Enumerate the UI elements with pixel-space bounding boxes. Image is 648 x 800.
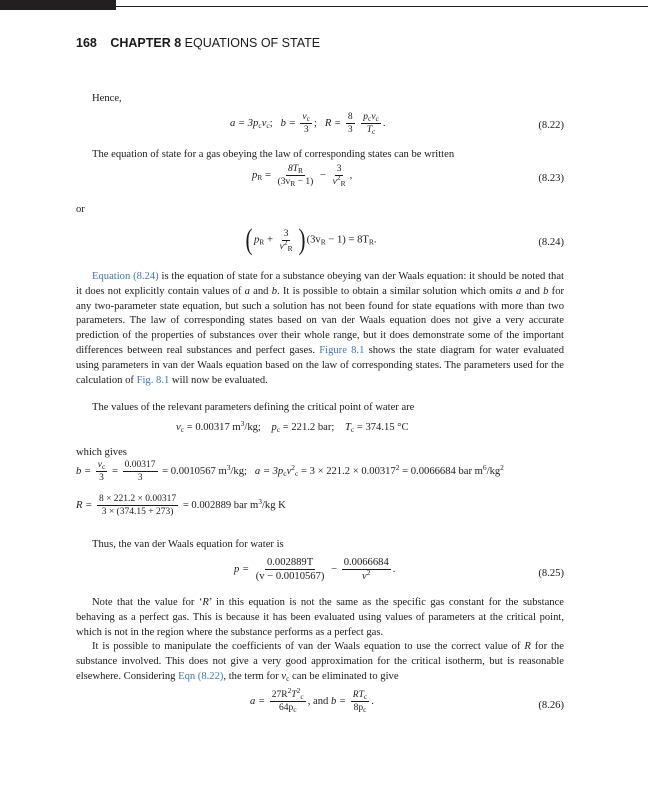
- link-eqn-8-22[interactable]: Eqn (8.22): [178, 670, 224, 682]
- page-number: 168: [76, 36, 97, 50]
- equation-8-23: $p_R$ = $\frac{8T_R}{(3v_R - 1)}$ − $\frac{3}{v^2_R}$ ,: [252, 164, 353, 188]
- which-gives-text: which gives: [76, 447, 127, 458]
- header-rule: [116, 6, 648, 7]
- critical-values: $v_c = 0.00317$ $m^3/kg$; $p_c = 221.2$ bar; $T_c = 374.15$ °C: [176, 419, 409, 434]
- chapter-label: CHAPTER 8: [110, 36, 182, 50]
- equation-number-8-22: (8.22): [538, 120, 564, 131]
- link-equation-8-24[interactable]: Equation (8.24): [92, 271, 159, 282]
- equation-8-22: $a = 3p_cv_c$; b = $\frac{v_c}{3}$ ; R = $\frac{8}{3}$ $\frac{p_cv_c}{T_c}$ .: [230, 112, 386, 136]
- equation-8-25: p = $\frac{0.002889T}{(v - 0.0010567)}$ − $\frac{0.0066684}{v^2}$ .: [234, 557, 396, 582]
- link-fig-8-1[interactable]: Fig. 8.1: [136, 374, 170, 386]
- equation-8-24: ( $p_R$ + $\frac{3}{v^2_R}$ ) $(3v_R - 1) = 8T_R$.: [245, 223, 377, 256]
- equation-number-8-25: (8.25): [538, 568, 564, 579]
- equation-number-8-24: (8.24): [538, 237, 564, 248]
- critical-intro-text: The values of the relevant parameters defining the critical point of water are: [92, 402, 415, 413]
- paragraph-note: Note that the value for ‘R’ in this equation is not the same as the specific gas constant for the substance behaving as a perfect gas. This is because it has been evaluated using values of parameters at the critical point, which is not in the region where the substance performs as a perfect gas.: [76, 597, 564, 638]
- paragraph-manipulate: It is possible to manipulate the coefficients of van der Waals equation to use the correct value of R for the substance involved. This does not give a very good approximation for the critical isotherm, but is reasonable elsewhere. Considering Eqn (8.22), the term for $v_c$ can be eliminated to give: [76, 641, 564, 683]
- or-text: or: [76, 204, 85, 215]
- hence-text: Hence,: [92, 93, 122, 104]
- link-figure-8-1[interactable]: Figure 8.1: [319, 344, 365, 356]
- header-bar: [0, 0, 116, 10]
- running-header: [76, 36, 320, 50]
- equation-number-8-26: (8.26): [538, 700, 564, 711]
- equation-8-26: a = $\frac{27R^2T^2_c}{64p_c}$ , and b = $\frac{RT_c}{8p_c}$ .: [250, 686, 374, 714]
- b-and-a-equations: b = $\frac{v_c}{3}$ = $\frac{0.00317}{3}$ = 0.0010567 $m^3/kg$; $a = 3p_cv^2_c = 3 \times 221.2 \times 0.00317^2 = 0.0066684$ bar $m^6/kg^2$: [76, 460, 504, 483]
- chapter-title: EQUATIONS OF STATE: [184, 36, 321, 50]
- eq-intro-text: The equation of state for a gas obeying the law of corresponding states can be written: [92, 149, 455, 160]
- paragraph-vdw: Equation (8.24) is the equation of state for a substance obeying van der Waals equation: it should be noted that it does not explicitly contain values of a and b. It is possible to obtain a similar solution which omits a and b for any two-parameter state equation, but such a solution has not been found for state equations with more than two parameters. The law of corresponding states based on van der Waals equation does not give a very accurate prediction of the properties of substances over their whole range, but it does demonstrate some of the important differences between real substances and perfect gases. Figure 8.1 shows the state diagram for water evaluated using parameters in van der Waals equation based on the law of corresponding states. The parameters used for the calculation of Fig. 8.1 will now be evaluated.: [76, 271, 565, 386]
- equation-number-8-23: (8.23): [538, 173, 564, 184]
- r-equation: R = $\frac{8 \times 221.2 \times 0.00317}{3 \times (374.15 + 273)}$ = 0.002889 bar $m^3/kg$ K: [76, 494, 286, 517]
- thus-text: Thus, the van der Waals equation for water is: [92, 539, 284, 550]
